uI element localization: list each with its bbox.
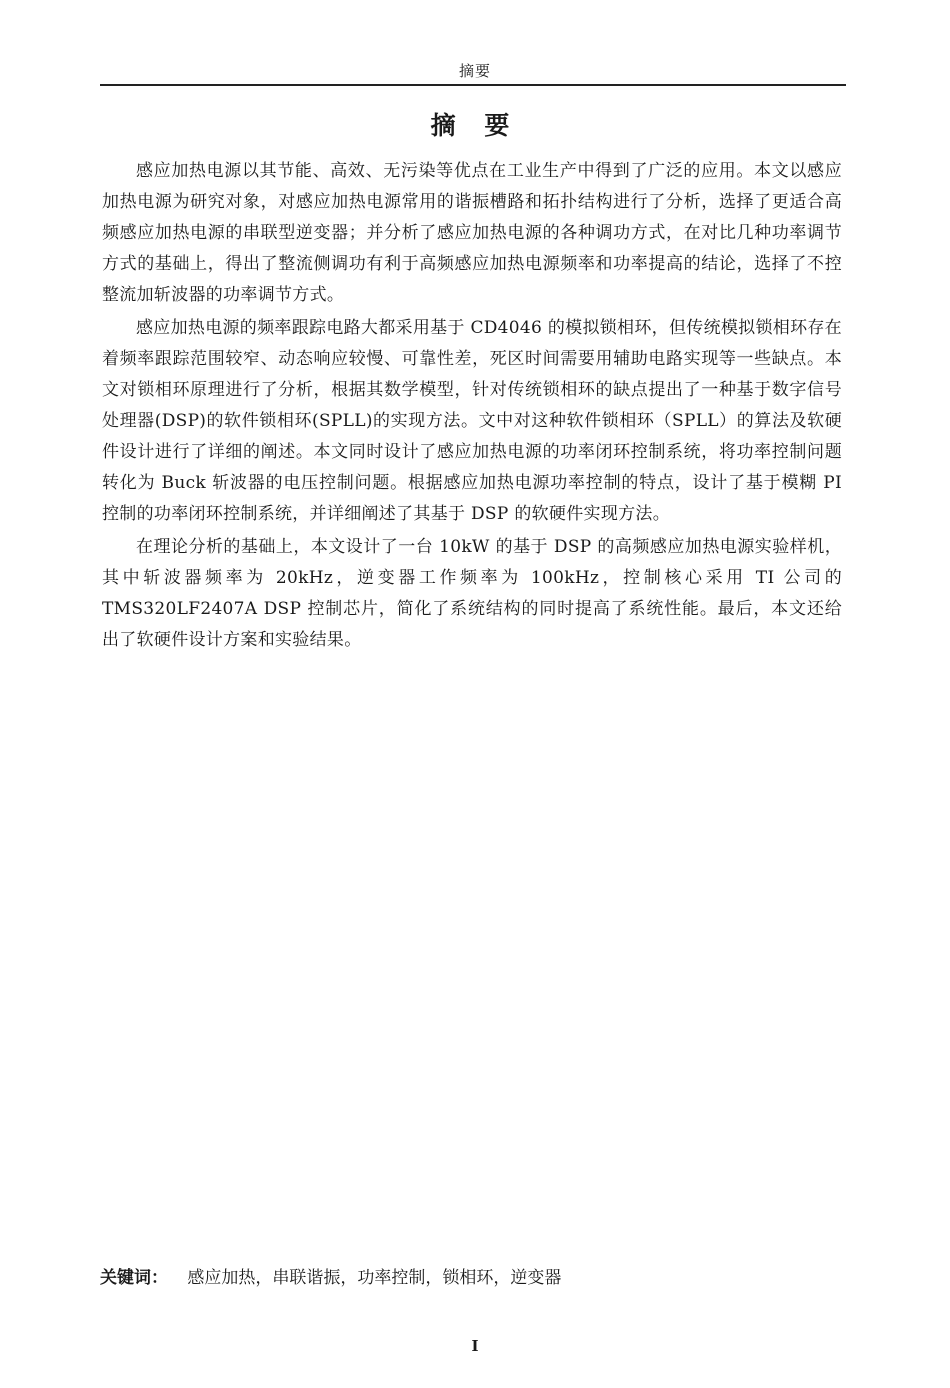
- running-header: 摘要: [458, 62, 491, 80]
- keywords-line: [100, 1266, 561, 1290]
- header-divider: [100, 84, 846, 86]
- abstract-body: [102, 156, 842, 658]
- page-number: I: [471, 1337, 479, 1355]
- keywords-value: 感应加热，串联谐振，功率控制，锁相环，逆变器: [187, 1268, 562, 1288]
- paragraph-3: 在理论分析的基础上，本文设计了一台 10kW 的基于 DSP 的高频感应加热电源实验样机，其中斩波器频率为 20kHz，逆变器工作频率为 100kHz，控制核心采用 TI 公司的 TMS320LF2407A DSP 控制芯片，简化了系统结构的同时提高了系统性能。最后，本文还给出了软硬件设计方案和实验结果。: [102, 537, 842, 650]
- paragraph-1: 感应加热电源以其节能、高效、无污染等优点在工业生产中得到了广泛的应用。本文以感应加热电源为研究对象，对感应加热电源常用的谐振槽路和拓扑结构进行了分析，选择了更适合高频感应加热电源的串联型逆变器；并分析了感应加热电源的各种调功方式，在对比几种功率调节方式的基础上，得出了整流侧调功有利于高频感应加热电源频率和功率提高的结论，选择了不控整流加斩波器的功率调节方式。: [102, 161, 842, 305]
- paragraph-2: 感应加热电源的频率跟踪电路大都采用基于 CD4046 的模拟锁相环，但传统模拟锁相环存在着频率跟踪范围较窄、动态响应较慢、可靠性差，死区时间需要用辅助电路实现等一些缺点。本文对锁相环原理进行了分析，根据其数学模型，针对传统锁相环的缺点提出了一种基于数字信号处理器(DSP)的软件锁相环(SPLL)的实现方法。文中对这种软件锁相环（SPLL）的算法及软硬件设计进行了详细的阐述。本文同时设计了感应加热电源的功率闭环控制系统，将功率控制问题转化为 Buck 斩波器的电压控制问题。根据感应加热电源功率控制的特点，设计了基于模糊 PI 控制的功率闭环控制系统，并详细阐述了其基于 DSP 的软硬件实现方法。: [102, 318, 842, 524]
- page-title: 摘 要: [430, 111, 520, 140]
- keywords-label: 关键词：: [100, 1268, 168, 1288]
